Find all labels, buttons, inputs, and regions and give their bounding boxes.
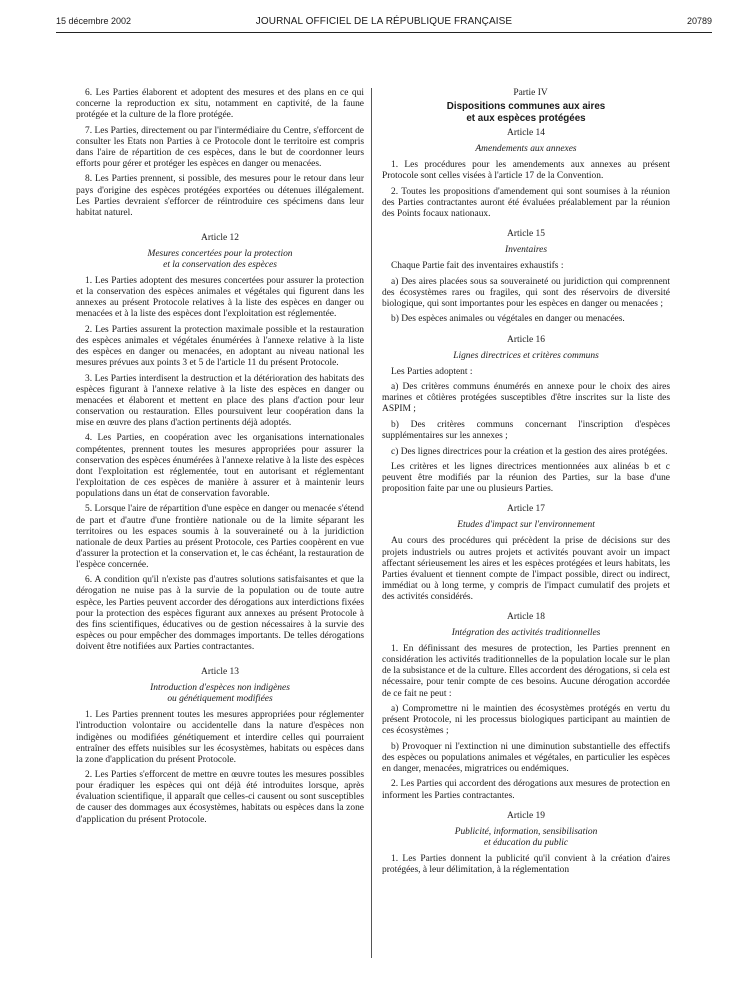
paragraph: Au cours des procédures qui précèdent la prise de décisions sur des projets industriels ou autres projets et activités pouvant avoir un impact affectant sérieusement les aires et les espèces protégées et leurs habitats, les Parties évaluent et tiennent compte de l'impact possible, direct ou indirect, immédiat ou à long terme, y compris de l'impact cumulatif des projets et des activités considérés. bbox=[382, 536, 670, 602]
header-title: JOURNAL OFFICIEL DE LA RÉPUBLIQUE FRANÇAISE bbox=[255, 16, 513, 27]
paragraph: 2. Les Parties qui accordent des dérogations aux mesures de protection en informent les Parties contractantes. bbox=[382, 779, 670, 801]
paragraph: 3. Les Parties interdisent la destruction et la détérioration des habitats des espèces figurant à l'annexe relative à la liste des espèces en danger ou menacées et élaborent et mettent en place des plans d'action pour leur conservation ou restauration. Elles poursuivent leur coopération dans la mise en œuvre des plans d'action pertinents déjà adoptés. bbox=[76, 373, 364, 428]
paragraph: Les Parties adoptent : bbox=[391, 366, 473, 377]
paragraph: Chaque Partie fait des inventaires exhaustifs : bbox=[391, 261, 564, 272]
list-item: a) Compromettre ni le maintien des écosystèmes protégés en vertu du présent Protocole, ni les processus biologiques participant au maintien de ces écosystèmes ; bbox=[382, 704, 670, 737]
article-heading: Article 16 bbox=[507, 334, 545, 345]
paragraph: 5. Lorsque l'aire de répartition d'une espèce en danger ou menacée s'étend de part et d'autre d'une frontière nationale ou de la limite séparant les territoires ou les espaces soumis à la souveraineté ou à la juridiction nationale de deux Parties au présent Protocole, ces Parties coopèrent en vue d'assurer la protection et la conservation et, le cas échéant, la restauration de l'espèce concernée. bbox=[76, 504, 364, 570]
list-item: a) Des critères communs énumérés en annexe pour le choix des aires marines et côtières protégées susceptibles d'être inscrites sur la liste des ASPIM ; bbox=[382, 382, 670, 415]
paragraph: 6. A condition qu'il n'existe pas d'autres solutions satisfaisantes et que la dérogation ne nuise pas à la survie de la population ou de toute autre espèce, les Parties peuvent accorder des dérogations aux interdictions fixées pour la protection des espèces figurant aux annexes au présent Protocole à des fins scientifiques, éducatives ou de gestion nécessaires à la survie des espèces ou pour empêcher des dommages importants. De telles dérogations doivent être notifiées aux Parties contractantes. bbox=[76, 575, 364, 652]
article-heading: Article 13 bbox=[201, 667, 239, 678]
paragraph: 6. Les Parties élaborent et adoptent des mesures et des plans en ce qui concerne la reproduction ex situ, notamment en captivité, de la faune protégée et la culture de la flore protégée. bbox=[76, 88, 364, 121]
article-subtitle: Amendements aux annexes bbox=[475, 144, 577, 155]
paragraph: 1. Les procédures pour les amendements aux annexes au présent Protocole sont celles visées à l'article 17 de la Convention. bbox=[382, 160, 670, 182]
paragraph: 2. Les Parties s'efforcent de mettre en œuvre toutes les mesures possibles pour éradiquer les espèces qui ont déjà été introduites lorsque, après évaluation scientifique, il apparaît que celles-ci causent ou sont susceptibles de causer des dommages aux écosystèmes, habitats ou espèces dans la zone d'application du présent Protocole. bbox=[76, 770, 364, 825]
subtitle-line: Publicité, information, sensibilisation bbox=[454, 826, 598, 837]
subtitle-line: Introduction d'espèces non indigènes bbox=[150, 683, 290, 694]
article-subtitle bbox=[76, 683, 364, 705]
header-page-number: 20789 bbox=[686, 16, 712, 26]
left-column bbox=[76, 88, 364, 830]
list-item: b) Des critères communs concernant l'inscription d'espèces supplémentaires sur les annexes ; bbox=[382, 419, 670, 442]
article-subtitle bbox=[76, 249, 364, 271]
article-subtitle: Etudes d'impact sur l'environnement bbox=[457, 520, 595, 531]
paragraph: 7. Les Parties, directement ou par l'intermédiaire du Centre, s'efforcent de consulter les Etats non Parties à ce Protocole dont le territoire est compris dans l'aire de répartition de ces espèces, dans le but de coordonner leurs efforts pour gérer et protéger les espèces en danger ou menacées. bbox=[76, 125, 364, 169]
article-subtitle: Intégration des activités traditionnelles bbox=[451, 628, 601, 639]
paragraph: 2. Toutes les propositions d'amendement qui sont soumises à la réunion des Parties contractantes auront été évaluées préalablement par la réunion des Points focaux nationaux. bbox=[382, 186, 670, 220]
paragraph: 8. Les Parties prennent, si possible, des mesures pour le retour dans leur pays d'origine des espèces protégées exportées ou détenues illégalement. Les Parties devraient s'efforcer de réintroduire ces spécimens dans leur habitat naturel. bbox=[76, 174, 364, 218]
paragraph: 1. Les Parties adoptent des mesures concertées pour assurer la protection et la conservation des espèces animales et végétales qui figurent dans les annexes au présent Protocole relatives à la liste des espèces en danger ou menacées et à la liste des espèces dont l'exploitation est réglementée. bbox=[76, 276, 364, 320]
page-header bbox=[56, 14, 712, 30]
part-title-line: Dispositions communes aux aires bbox=[446, 101, 606, 113]
column-divider bbox=[371, 88, 372, 958]
list-item: a) Des aires placées sous sa souveraineté ou juridiction qui comprennent des écosystèmes rares ou fragiles, qui sont des réservoirs de diversité biologique, qui sont importantes pour les espèces en danger ou menacées ; bbox=[382, 276, 670, 309]
article-subtitle: Lignes directrices et critères communs bbox=[453, 350, 599, 361]
paragraph: Les critères et les lignes directrices mentionnées aux alinéas b et c peuvent être modifiés par la réunion des Parties, sur la base d'une proposition faite par une ou plusieurs Parties. bbox=[382, 461, 670, 495]
part-heading: Partie IV bbox=[513, 88, 548, 98]
article-heading: Article 17 bbox=[507, 504, 545, 515]
part-title-line: et aux espèces protégées bbox=[466, 112, 586, 124]
article-subtitle bbox=[382, 827, 670, 849]
part-title bbox=[382, 101, 670, 124]
article-heading: Article 19 bbox=[507, 810, 545, 821]
paragraph: 2. Les Parties assurent la protection maximale possible et la restauration des espèces animales et végétales énumérées à l'annexe relative à la liste des espèces en danger ou menacées, en adoptant au niveau national les mesures prévues aux points 3 et 5 de l'article 11 du présent Protocole. bbox=[76, 324, 364, 369]
header-date: 15 décembre 2002 bbox=[56, 16, 132, 26]
article-heading: Article 14 bbox=[507, 128, 545, 139]
article-heading: Article 12 bbox=[201, 232, 239, 243]
right-column bbox=[382, 88, 670, 880]
paragraph: 1. Les Parties donnent la publicité qu'il convient à la création d'aires protégées, à leur délimitation, à la réglementation bbox=[382, 853, 670, 875]
header-rule bbox=[56, 32, 712, 33]
article-heading: Article 15 bbox=[507, 229, 545, 240]
paragraph: 4. Les Parties, en coopération avec les organisations internationales compétentes, prennent toutes les mesures appropriées pour assurer la conservation des espèces énumérées à l'annexe relative à la liste des espèces dont l'exploitation est réglementée, tout en autorisant et réglementant l'exploitation de ces espèces de manière à assurer et à maintenir leurs populations dans un état de conservation favorable. bbox=[76, 433, 364, 499]
list-item: b) Des espèces animales ou végétales en danger ou menacées. bbox=[391, 314, 625, 325]
list-item: c) Des lignes directrices pour la création et la gestion des aires protégées. bbox=[391, 446, 668, 457]
subtitle-line: et éducation du public bbox=[483, 837, 569, 848]
subtitle-line: ou génétiquement modifiées bbox=[167, 694, 273, 705]
subtitle-line: Mesures concertées pour la protection bbox=[147, 248, 293, 259]
article-heading: Article 18 bbox=[507, 612, 545, 623]
list-item: b) Provoquer ni l'extinction ni une diminution substantielle des effectifs des espèces ou populations animales et végétales, en particulier les espèces en danger, menacées, migratrices ou endémiques. bbox=[382, 741, 670, 774]
paragraph: 1. En définissant des mesures de protection, les Parties prennent en considération les activités traditionnelles de la population locale sur le plan de la subsistance et de la culture. Elles accordent des dérogations, si cela est nécessaire, pour tenir compte de ces besoins. Aucune dérogation accordée de ce fait ne peut : bbox=[382, 644, 670, 699]
article-subtitle: Inventaires bbox=[504, 245, 548, 256]
subtitle-line: et la conservation des espèces bbox=[163, 260, 277, 270]
paragraph: 1. Les Parties prennent toutes les mesures appropriées pour réglementer l'introduction volontaire ou accidentelle dans la nature d'espèces non indigènes ou modifiées génétiquement et interdire celles qui pourraient entraîner des effets nuisibles sur les écosystèmes, habitats ou espèces dans la zone d'application du présent Protocole. bbox=[76, 710, 364, 765]
